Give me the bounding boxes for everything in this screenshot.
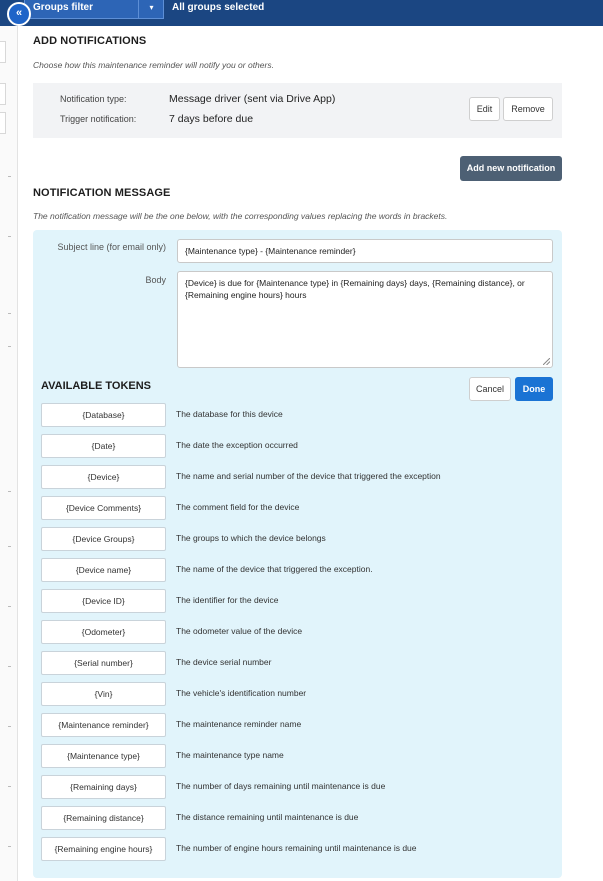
divider	[8, 546, 11, 547]
body-text: {Device} is due for {Maintenance type} in {Remaining days} days, {Remaining distance}, or {Remaining engine hours} hours	[185, 278, 525, 300]
token-button[interactable]: {Vin}	[41, 682, 166, 706]
token-button[interactable]: {Odometer}	[41, 620, 166, 644]
token-button[interactable]: {Serial number}	[41, 651, 166, 675]
token-row	[41, 651, 551, 675]
sidebar-tab[interactable]	[0, 112, 6, 134]
divider	[8, 786, 11, 787]
token-description: The database for this device	[176, 409, 283, 419]
chevron-down-icon[interactable]: ▾	[138, 0, 164, 19]
token-button[interactable]: {Remaining engine hours}	[41, 837, 166, 861]
token-description: The name and serial number of the device that triggered the exception	[176, 471, 441, 481]
left-sidebar	[0, 26, 18, 881]
notification-message-panel	[33, 230, 562, 878]
divider	[8, 236, 11, 237]
remove-button[interactable]: Remove	[503, 97, 553, 121]
subject-input[interactable]: {Maintenance type} - {Maintenance reminder}	[177, 239, 553, 263]
cancel-button[interactable]: Cancel	[469, 377, 511, 401]
divider	[8, 726, 11, 727]
available-tokens-title: AVAILABLE TOKENS	[41, 380, 152, 392]
divider	[8, 846, 11, 847]
token-button[interactable]: {Date}	[41, 434, 166, 458]
token-row	[41, 837, 551, 861]
subject-label: Subject line (for email only)	[57, 242, 166, 252]
trigger-label: Trigger notification:	[60, 114, 137, 124]
sidebar-tab[interactable]	[0, 83, 6, 105]
token-description: The odometer value of the device	[176, 626, 303, 636]
trigger-value: 7 days before due	[169, 113, 254, 125]
divider	[8, 666, 11, 667]
token-description: The identifier for the device	[176, 595, 279, 605]
token-button[interactable]: {Device Comments}	[41, 496, 166, 520]
token-row	[41, 527, 551, 551]
notification-type-label: Notification type:	[60, 94, 127, 104]
token-button[interactable]: {Device}	[41, 465, 166, 489]
add-notifications-subtitle: Choose how this maintenance reminder will notify you or others.	[33, 60, 274, 70]
token-button[interactable]: {Maintenance type}	[41, 744, 166, 768]
token-row	[41, 620, 551, 644]
sidebar-tab[interactable]	[0, 41, 6, 63]
groups-filter-label: Groups filter	[33, 2, 94, 13]
token-row	[41, 496, 551, 520]
token-button[interactable]: {Device Groups}	[41, 527, 166, 551]
token-description: The groups to which the device belongs	[176, 533, 326, 543]
body-textarea[interactable]	[177, 271, 553, 368]
token-row	[41, 713, 551, 737]
token-button[interactable]: {Remaining distance}	[41, 806, 166, 830]
double-chevron-left-icon[interactable]: «	[7, 2, 31, 26]
groups-value: All groups selected	[172, 2, 265, 13]
add-notifications-title: ADD NOTIFICATIONS	[33, 35, 147, 47]
token-button[interactable]: {Database}	[41, 403, 166, 427]
token-row	[41, 744, 551, 768]
token-description: The vehicle's identification number	[176, 688, 307, 698]
divider	[8, 606, 11, 607]
divider	[8, 346, 11, 347]
notification-type-value: Message driver (sent via Drive App)	[169, 93, 336, 105]
token-description: The number of engine hours remaining until maintenance is due	[176, 843, 417, 853]
token-description: The date the exception occurred	[176, 440, 298, 450]
token-description: The distance remaining until maintenance is due	[176, 812, 359, 822]
divider	[8, 176, 11, 177]
token-row	[41, 682, 551, 706]
token-row	[41, 465, 551, 489]
top-bar	[0, 0, 603, 26]
token-description: The name of the device that triggered the exception.	[176, 564, 373, 574]
add-new-notification-button[interactable]: Add new notification	[460, 156, 562, 181]
resize-handle-icon[interactable]	[543, 358, 550, 365]
body-label: Body	[145, 275, 166, 285]
notification-message-title: NOTIFICATION MESSAGE	[33, 187, 171, 199]
token-description: The maintenance reminder name	[176, 719, 302, 729]
token-description: The number of days remaining until maintenance is due	[176, 781, 386, 791]
divider	[8, 313, 11, 314]
token-description: The comment field for the device	[176, 502, 300, 512]
token-row	[41, 434, 551, 458]
token-button[interactable]: {Device ID}	[41, 589, 166, 613]
notification-summary	[33, 83, 562, 138]
token-description: The maintenance type name	[176, 750, 284, 760]
token-button[interactable]: {Remaining days}	[41, 775, 166, 799]
token-row	[41, 806, 551, 830]
edit-button[interactable]: Edit	[469, 97, 500, 121]
token-button[interactable]: {Maintenance reminder}	[41, 713, 166, 737]
token-row	[41, 403, 551, 427]
token-row	[41, 775, 551, 799]
token-row	[41, 558, 551, 582]
token-button[interactable]: {Device name}	[41, 558, 166, 582]
token-row	[41, 589, 551, 613]
done-button[interactable]: Done	[515, 377, 553, 401]
divider	[8, 491, 11, 492]
notification-message-subtitle: The notification message will be the one below, with the corresponding values replacing the words in brackets.	[33, 211, 448, 221]
token-description: The device serial number	[176, 657, 272, 667]
